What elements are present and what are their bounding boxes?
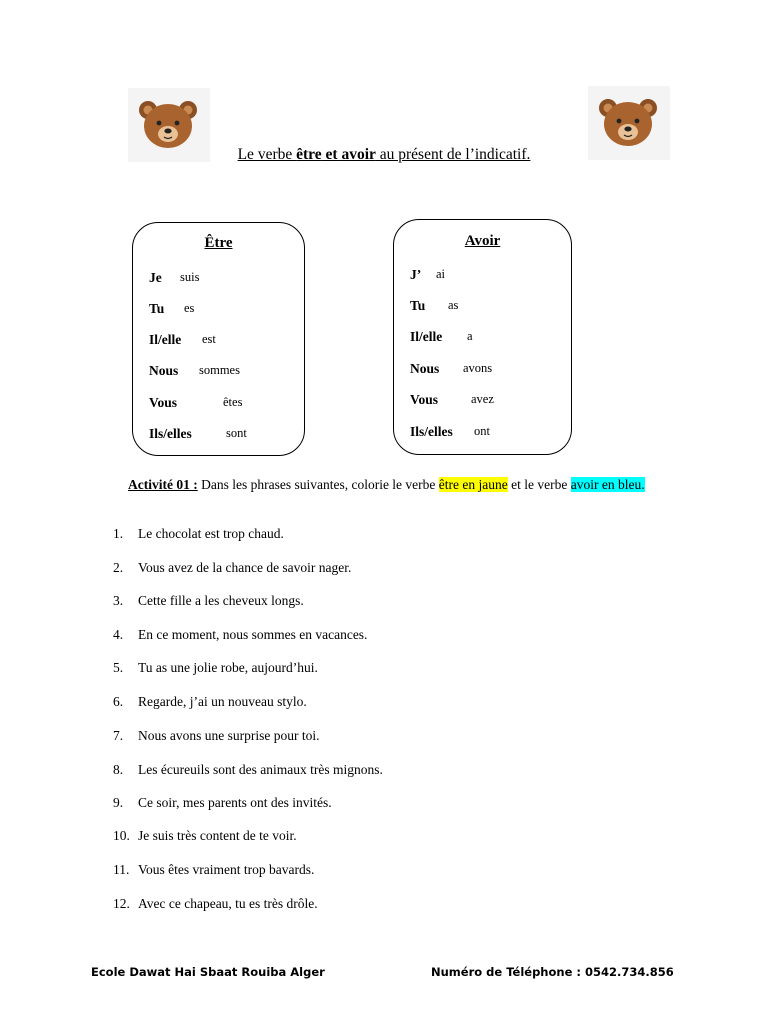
item-number: 9. [113,795,124,810]
avoir-verb: ont [474,424,490,438]
list-item [113,896,318,912]
etre-pronoun: Ils/elles [149,426,192,441]
list-item [113,862,314,878]
etre-row [149,426,247,442]
avoir-row [410,392,494,408]
avoir-verb: ai [436,267,446,281]
list-item [113,627,367,643]
list-item [113,694,307,710]
item-text: Nous avons une surprise pour toi. [138,728,320,743]
item-text: Vous avez de la chance de savoir nager. [138,560,352,575]
item-number: 3. [113,593,124,608]
list-item [113,560,351,576]
etre-verb: êtes [223,395,243,409]
etre-pronoun: Tu [149,301,165,316]
etre-pronoun: Je [149,270,162,285]
item-text: Cette fille a les cheveux longs. [138,593,304,608]
avoir-row [410,267,446,283]
title-part2: au présent de l’indicatif. [375,146,531,163]
etre-verb: sont [226,426,247,440]
item-number: 7. [113,728,124,743]
item-number: 11. [113,862,130,877]
highlight-cyan: avoir en bleu. [570,477,645,492]
avoir-pronoun: Ils/elles [410,424,453,439]
etre-row [149,270,200,286]
item-number: 10. [113,828,130,843]
item-number: 5. [113,660,124,675]
item-text: Les écureuils sont des animaux très mignons. [138,762,383,777]
highlight-yellow: être en jaune [438,477,508,492]
etre-verb: est [202,332,216,346]
avoir-conjugation-box [393,219,572,455]
activity-label: Activité 01 : [128,477,198,492]
etre-pronoun: Il/elle [149,332,182,347]
etre-pronoun: Vous [149,395,178,410]
avoir-row [410,361,493,377]
etre-conjugation-box [132,222,305,456]
avoir-row [410,298,459,314]
item-text: Vous êtes vraiment trop bavards. [138,862,315,877]
item-text: Ce soir, mes parents ont des invités. [138,795,332,810]
avoir-pronoun: Tu [410,298,426,313]
avoir-row [410,329,473,345]
etre-row [149,395,243,411]
item-text: Regarde, j’ai un nouveau stylo. [138,694,307,709]
item-text: Je suis très content de te voir. [138,828,297,843]
list-item [113,660,318,676]
etre-row [149,363,240,379]
item-text: Tu as une jolie robe, aujourd’hui. [138,660,318,675]
title-and: et [321,146,342,163]
avoir-verb: avez [471,392,494,406]
title-avoir: avoir [341,146,376,163]
item-number: 1. [113,526,124,541]
avoir-pronoun: Il/elle [410,329,443,344]
etre-verb: sommes [199,363,240,377]
avoir-pronoun: Vous [410,392,439,407]
list-item [113,728,319,744]
item-number: 4. [113,627,124,642]
list-item [113,795,332,811]
etre-heading: Être [204,235,233,251]
list-item [113,828,297,844]
item-text: En ce moment, nous sommes en vacances. [138,627,368,642]
list-item [113,526,284,542]
footer-phone: Numéro de Téléphone : 0542.734.856 [431,965,674,979]
item-text: Le chocolat est trop chaud. [138,526,284,541]
title-part1: Le verbe [237,146,297,163]
item-number: 8. [113,762,124,777]
activity-text-1: Dans les phrases suivantes, colorie le verbe [197,477,439,492]
avoir-row [410,424,490,440]
item-number: 12. [113,896,130,911]
footer-school: Ecole Dawat Hai Sbaat Rouiba Alger [91,965,325,979]
item-text: Avec ce chapeau, tu es très drôle. [138,896,318,911]
title-etre: être [296,146,322,163]
page-title [0,146,768,164]
etre-pronoun: Nous [149,363,179,378]
item-number: 2. [113,560,124,575]
avoir-pronoun: J’ [410,267,422,282]
avoir-pronoun: Nous [410,361,440,376]
avoir-verb: as [448,298,459,312]
avoir-verb: avons [463,361,493,375]
item-number: 6. [113,694,124,709]
etre-row [149,332,216,348]
activity-instructions [91,476,671,494]
etre-verb: es [184,301,195,315]
activity-text-2: et le verbe [507,477,571,492]
avoir-verb: a [467,329,473,343]
etre-row [149,301,195,317]
etre-verb: suis [180,270,200,284]
avoir-heading: Avoir [464,233,501,249]
list-item [113,762,383,778]
list-item [113,593,304,609]
